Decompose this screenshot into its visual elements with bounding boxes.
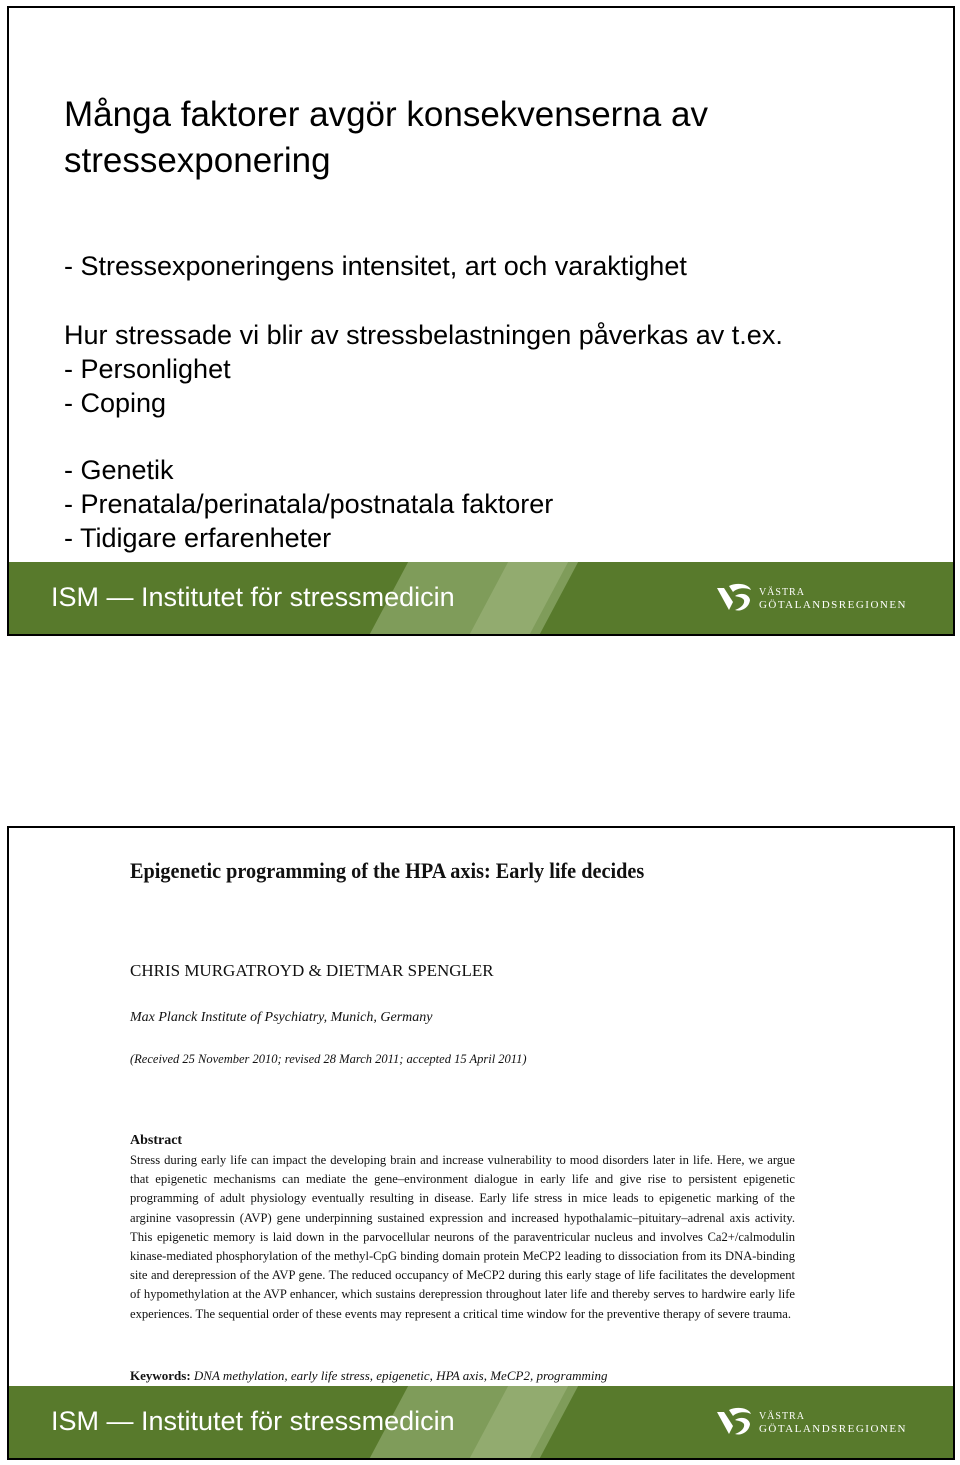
vastra-gotalandsregionen-logo-icon: [715, 582, 755, 616]
keywords-label: Keywords:: [130, 1368, 191, 1383]
paper-keywords: [130, 1368, 607, 1384]
paper-title: Epigenetic programming of the HPA axis: Early life decides: [130, 858, 645, 883]
slide-body-top: [64, 249, 687, 283]
slide-2: [7, 826, 955, 1460]
slide-body-bottom: [64, 453, 553, 555]
footer-institute-text: ISM — Institutet för stressmedicin: [51, 1406, 455, 1436]
paper-excerpt: [130, 858, 800, 1383]
logo-line-1: VÄSTRA: [758, 587, 805, 598]
logo-line-1: VÄSTRA: [758, 1411, 805, 1422]
footer-institute-text: ISM — Institutet för stressmedicin: [51, 582, 455, 612]
logo-line-2: GÖTALANDSREGIONEN: [758, 1423, 907, 1435]
body-line: - Tidigare erfarenheter: [64, 523, 332, 553]
body-line: - Genetik: [64, 455, 174, 485]
vastra-gotalandsregionen-logo: [715, 1406, 907, 1440]
logo-text: [759, 587, 907, 611]
body-line: - Coping: [64, 388, 167, 418]
body-line: - Personlighet: [64, 354, 231, 384]
slide-body-middle: [64, 318, 783, 420]
paper-authors: CHRIS MURGATROYD & DIETMAR SPENGLER: [130, 961, 494, 980]
vastra-gotalandsregionen-logo-icon: [715, 1406, 755, 1440]
title-line-1: Många faktorer avgör konsekvenserna av: [64, 95, 708, 134]
slide-footer: [9, 1386, 953, 1458]
paper-affiliation: Max Planck Institute of Psychiatry, Munich, Germany: [130, 1010, 433, 1025]
vastra-gotalandsregionen-logo: [715, 582, 907, 616]
abstract-text: Stress during early life can impact the developing brain and increase vulnerability to mood disorders later in life. Here, we argue that epigenetic mechanisms can mediate the gene–environment dialogue in early life and give rise to persistent epigenetic programming of adult physiology eventually resulting in disease. Early life stress in mice leads to epigenetic marking of the arginine vasopressin (AVP) gene underpinning sustained expression and increased hypothalamic–pituitary–adrenal axis activity. This epigenetic memory is laid down in the parvocellular neurons of the paraventricular nucleus and involves Ca2+/calmodulin kinase-mediated phosphorylation of the methyl-CpG binding domain protein MeCP2 leading to dissociation from its DNA-binding site and derepression of the AVP gene. The reduced occupancy of MeCP2 during this early stage of life facilitates the development of hypomethylation at the AVP enhancer, which sustains derepression throughout later life and thereby serves to hardwire early life experiences. The sequential order of these events may represent a critical time window for the preventive therapy of severe trauma.: [130, 1153, 795, 1321]
body-line: - Stressexponeringens intensitet, art och varaktighet: [64, 251, 687, 281]
title-line-2: stressexponering: [64, 141, 331, 180]
paper-received-dates: (Received 25 November 2010; revised 28 March 2011; accepted 15 April 2011): [130, 1052, 527, 1066]
body-line: Hur stressade vi blir av stressbelastningen påverkas av t.ex.: [64, 320, 783, 350]
body-line: - Prenatala/perinatala/postnatala faktorer: [64, 489, 554, 519]
logo-text: [759, 1411, 907, 1435]
logo-line-2: GÖTALANDSREGIONEN: [758, 599, 907, 611]
slide-title: [64, 92, 708, 184]
abstract-heading: Abstract: [130, 1133, 183, 1148]
keywords-list: DNA methylation, early life stress, epigenetic, HPA axis, MeCP2, programming: [193, 1368, 608, 1383]
slide-1: [7, 6, 955, 636]
slide-footer: [9, 562, 953, 634]
